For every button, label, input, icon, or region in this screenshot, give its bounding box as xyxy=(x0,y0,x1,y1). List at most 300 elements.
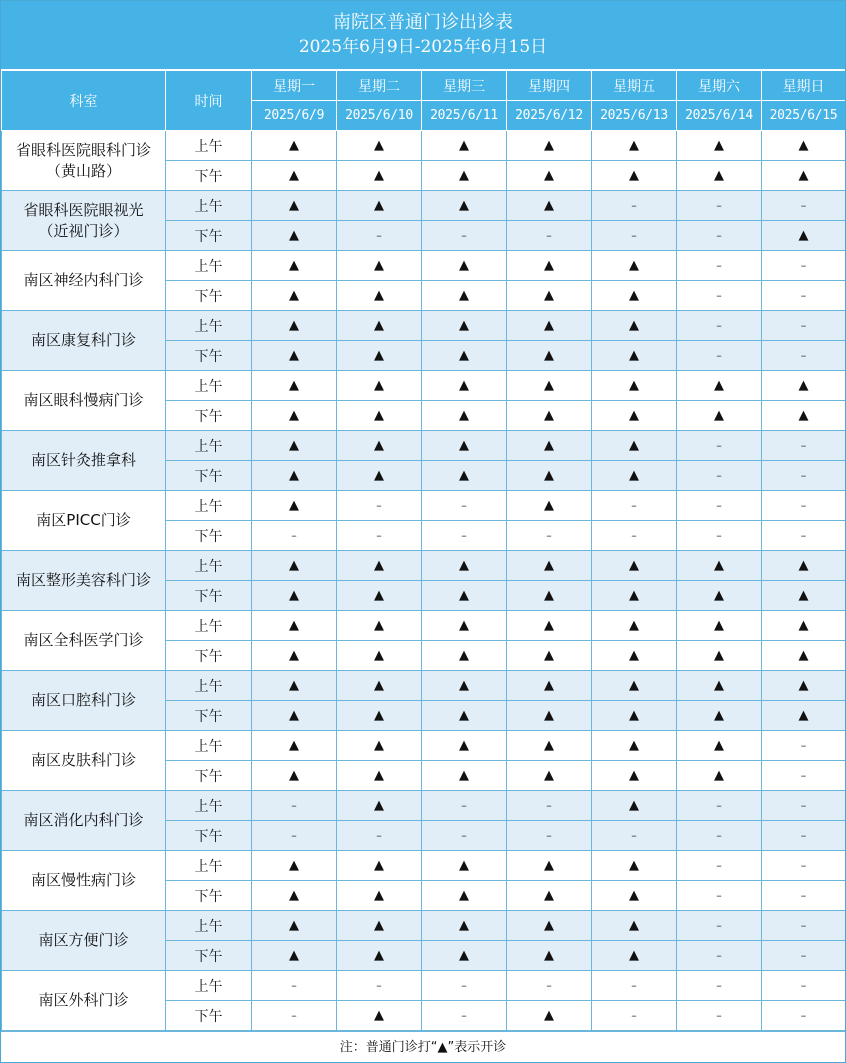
open-marker: ▲ xyxy=(252,641,337,671)
open-marker: ▲ xyxy=(507,341,592,371)
closed-marker: – xyxy=(337,521,422,551)
legend-note: 注：普通门诊打“▲”表示开诊 xyxy=(1,1031,845,1063)
closed-marker: – xyxy=(677,911,762,941)
session-label: 上午 xyxy=(166,611,252,641)
open-marker: ▲ xyxy=(592,881,677,911)
open-marker: ▲ xyxy=(507,191,592,221)
schedule-table xyxy=(1,70,846,1031)
closed-marker: – xyxy=(677,851,762,881)
open-marker: ▲ xyxy=(592,551,677,581)
open-marker: ▲ xyxy=(337,311,422,341)
closed-marker: – xyxy=(677,431,762,461)
open-marker: ▲ xyxy=(592,641,677,671)
dept-name-cell xyxy=(2,791,166,851)
closed-marker: – xyxy=(762,521,846,551)
session-label: 下午 xyxy=(166,221,252,251)
session-label: 上午 xyxy=(166,671,252,701)
open-marker: ▲ xyxy=(677,731,762,761)
open-marker: ▲ xyxy=(422,671,507,701)
dept-name-line: 南区神经内科门诊 xyxy=(23,271,144,289)
open-marker: ▲ xyxy=(762,371,846,401)
open-marker: ▲ xyxy=(507,1001,592,1031)
weekday-header: 星期日 xyxy=(762,71,846,101)
open-marker: ▲ xyxy=(422,191,507,221)
session-label: 下午 xyxy=(166,161,252,191)
open-marker: ▲ xyxy=(252,941,337,971)
closed-marker: – xyxy=(762,821,846,851)
closed-marker: – xyxy=(677,791,762,821)
closed-marker: – xyxy=(762,731,846,761)
open-marker: ▲ xyxy=(422,611,507,641)
open-marker: ▲ xyxy=(252,731,337,761)
closed-marker: – xyxy=(422,491,507,521)
open-marker: ▲ xyxy=(252,581,337,611)
open-marker: ▲ xyxy=(252,491,337,521)
open-marker: ▲ xyxy=(422,731,507,761)
open-marker: ▲ xyxy=(337,281,422,311)
page-title: 南院区普通门诊出诊表 xyxy=(333,12,513,33)
closed-marker: – xyxy=(677,311,762,341)
table-row xyxy=(2,911,846,941)
closed-marker: – xyxy=(677,971,762,1001)
closed-marker: – xyxy=(762,851,846,881)
open-marker: ▲ xyxy=(337,551,422,581)
closed-marker: – xyxy=(762,191,846,221)
closed-marker: – xyxy=(677,191,762,221)
open-marker: ▲ xyxy=(252,161,337,191)
dept-name-cell xyxy=(2,971,166,1031)
closed-marker: – xyxy=(762,281,846,311)
open-marker: ▲ xyxy=(592,371,677,401)
open-marker: ▲ xyxy=(507,671,592,701)
date-header: 2025/6/12 xyxy=(507,101,592,131)
closed-marker: – xyxy=(677,341,762,371)
closed-marker: – xyxy=(422,971,507,1001)
dept-name-cell xyxy=(2,311,166,371)
session-label: 上午 xyxy=(166,371,252,401)
open-marker: ▲ xyxy=(507,911,592,941)
session-label: 下午 xyxy=(166,401,252,431)
dept-name-line: 南区针灸推拿科 xyxy=(30,451,136,469)
open-marker: ▲ xyxy=(252,281,337,311)
session-label: 下午 xyxy=(166,461,252,491)
open-marker: ▲ xyxy=(422,461,507,491)
closed-marker: – xyxy=(677,821,762,851)
open-marker: ▲ xyxy=(337,731,422,761)
open-marker: ▲ xyxy=(592,851,677,881)
open-marker: ▲ xyxy=(762,551,846,581)
table-row xyxy=(2,731,846,761)
open-marker: ▲ xyxy=(337,131,422,161)
weekday-header: 星期四 xyxy=(507,71,592,101)
page-subtitle: 2025年6月9日-2025年6月15日 xyxy=(298,37,548,57)
open-marker: ▲ xyxy=(422,131,507,161)
session-label: 下午 xyxy=(166,281,252,311)
closed-marker: – xyxy=(422,521,507,551)
open-marker: ▲ xyxy=(422,251,507,281)
closed-marker: – xyxy=(762,311,846,341)
closed-marker: – xyxy=(762,251,846,281)
open-marker: ▲ xyxy=(677,551,762,581)
dept-name-cell xyxy=(2,611,166,671)
date-header: 2025/6/13 xyxy=(592,101,677,131)
open-marker: ▲ xyxy=(762,611,846,641)
open-marker: ▲ xyxy=(337,461,422,491)
open-marker: ▲ xyxy=(677,611,762,641)
open-marker: ▲ xyxy=(252,551,337,581)
open-marker: ▲ xyxy=(677,641,762,671)
open-marker: ▲ xyxy=(422,941,507,971)
closed-marker: – xyxy=(507,821,592,851)
session-label: 下午 xyxy=(166,1001,252,1031)
open-marker: ▲ xyxy=(507,311,592,341)
open-marker: ▲ xyxy=(592,611,677,641)
open-marker: ▲ xyxy=(337,371,422,401)
date-header: 2025/6/9 xyxy=(252,101,337,131)
dept-name-line: 南区皮肤科门诊 xyxy=(30,751,136,769)
open-marker: ▲ xyxy=(252,851,337,881)
open-marker: ▲ xyxy=(252,701,337,731)
session-label: 下午 xyxy=(166,521,252,551)
closed-marker: – xyxy=(252,821,337,851)
session-label: 下午 xyxy=(166,821,252,851)
open-marker: ▲ xyxy=(252,461,337,491)
closed-marker: – xyxy=(592,191,677,221)
open-marker: ▲ xyxy=(592,431,677,461)
date-header: 2025/6/14 xyxy=(677,101,762,131)
table-row xyxy=(2,431,846,461)
closed-marker: – xyxy=(677,1001,762,1031)
open-marker: ▲ xyxy=(252,341,337,371)
dept-name-line: 南区慢性病门诊 xyxy=(30,871,136,889)
dept-name-cell xyxy=(2,911,166,971)
weekday-header: 星期一 xyxy=(252,71,337,101)
open-marker: ▲ xyxy=(337,1001,422,1031)
open-marker: ▲ xyxy=(507,701,592,731)
open-marker: ▲ xyxy=(252,371,337,401)
open-marker: ▲ xyxy=(337,161,422,191)
open-marker: ▲ xyxy=(592,761,677,791)
closed-marker: – xyxy=(507,791,592,821)
open-marker: ▲ xyxy=(592,731,677,761)
dept-name-cell xyxy=(2,671,166,731)
open-marker: ▲ xyxy=(337,701,422,731)
open-marker: ▲ xyxy=(252,251,337,281)
open-marker: ▲ xyxy=(337,911,422,941)
table-row xyxy=(2,851,846,881)
open-marker: ▲ xyxy=(422,581,507,611)
open-marker: ▲ xyxy=(337,641,422,671)
open-marker: ▲ xyxy=(677,131,762,161)
open-marker: ▲ xyxy=(422,911,507,941)
dept-name-line: 南区康复科门诊 xyxy=(30,331,136,349)
weekday-header: 星期五 xyxy=(592,71,677,101)
dept-name-line: 南区消化内科门诊 xyxy=(23,811,144,829)
open-marker: ▲ xyxy=(507,941,592,971)
closed-marker: – xyxy=(762,791,846,821)
closed-marker: – xyxy=(677,461,762,491)
open-marker: ▲ xyxy=(507,641,592,671)
open-marker: ▲ xyxy=(592,581,677,611)
open-marker: ▲ xyxy=(762,581,846,611)
open-marker: ▲ xyxy=(592,941,677,971)
closed-marker: – xyxy=(252,791,337,821)
open-marker: ▲ xyxy=(592,461,677,491)
closed-marker: – xyxy=(762,491,846,521)
table-row xyxy=(2,791,846,821)
closed-marker: – xyxy=(762,971,846,1001)
open-marker: ▲ xyxy=(592,311,677,341)
closed-marker: – xyxy=(422,1001,507,1031)
closed-marker: – xyxy=(592,221,677,251)
closed-marker: – xyxy=(337,221,422,251)
dept-name-cell xyxy=(2,851,166,911)
open-marker: ▲ xyxy=(507,281,592,311)
open-marker: ▲ xyxy=(507,761,592,791)
open-marker: ▲ xyxy=(507,131,592,161)
session-label: 下午 xyxy=(166,581,252,611)
open-marker: ▲ xyxy=(337,341,422,371)
closed-marker: – xyxy=(422,821,507,851)
open-marker: ▲ xyxy=(762,641,846,671)
open-marker: ▲ xyxy=(592,911,677,941)
open-marker: ▲ xyxy=(507,251,592,281)
dept-name-cell xyxy=(2,731,166,791)
closed-marker: – xyxy=(762,461,846,491)
open-marker: ▲ xyxy=(507,431,592,461)
open-marker: ▲ xyxy=(507,731,592,761)
open-marker: ▲ xyxy=(422,851,507,881)
open-marker: ▲ xyxy=(677,401,762,431)
closed-marker: – xyxy=(677,881,762,911)
open-marker: ▲ xyxy=(592,131,677,161)
closed-marker: – xyxy=(592,971,677,1001)
open-marker: ▲ xyxy=(252,401,337,431)
dept-name-cell xyxy=(2,431,166,491)
closed-marker: – xyxy=(252,971,337,1001)
closed-marker: – xyxy=(762,761,846,791)
closed-marker: – xyxy=(252,521,337,551)
weekday-header: 星期二 xyxy=(337,71,422,101)
dept-header: 科室 xyxy=(2,71,166,131)
closed-marker: – xyxy=(592,491,677,521)
dept-name-line: （近视门诊） xyxy=(38,221,129,240)
weekday-header: 星期六 xyxy=(677,71,762,101)
closed-marker: – xyxy=(337,821,422,851)
open-marker: ▲ xyxy=(252,671,337,701)
table-row xyxy=(2,551,846,581)
dept-name-cell xyxy=(2,191,166,251)
table-row xyxy=(2,971,846,1001)
open-marker: ▲ xyxy=(422,881,507,911)
open-marker: ▲ xyxy=(507,851,592,881)
open-marker: ▲ xyxy=(592,251,677,281)
open-marker: ▲ xyxy=(337,941,422,971)
open-marker: ▲ xyxy=(337,431,422,461)
open-marker: ▲ xyxy=(422,311,507,341)
open-marker: ▲ xyxy=(422,551,507,581)
dept-name-cell xyxy=(2,131,166,191)
closed-marker: – xyxy=(677,221,762,251)
closed-marker: – xyxy=(762,911,846,941)
weekday-header-row xyxy=(2,71,846,101)
open-marker: ▲ xyxy=(252,191,337,221)
open-marker: ▲ xyxy=(762,131,846,161)
dept-name-line: 南区整形美容科门诊 xyxy=(15,571,151,589)
dept-name-line: 省眼科医院眼视光 xyxy=(23,200,144,219)
date-header: 2025/6/15 xyxy=(762,101,846,131)
open-marker: ▲ xyxy=(592,701,677,731)
closed-marker: – xyxy=(677,521,762,551)
open-marker: ▲ xyxy=(252,431,337,461)
dept-name-line: 南区口腔科门诊 xyxy=(30,691,136,709)
open-marker: ▲ xyxy=(337,761,422,791)
closed-marker: – xyxy=(422,221,507,251)
open-marker: ▲ xyxy=(677,671,762,701)
open-marker: ▲ xyxy=(507,371,592,401)
open-marker: ▲ xyxy=(507,401,592,431)
dept-name-cell xyxy=(2,491,166,551)
session-label: 下午 xyxy=(166,641,252,671)
closed-marker: – xyxy=(507,971,592,1001)
session-label: 上午 xyxy=(166,251,252,281)
session-label: 上午 xyxy=(166,851,252,881)
closed-marker: – xyxy=(337,971,422,1001)
open-marker: ▲ xyxy=(507,881,592,911)
closed-marker: – xyxy=(677,251,762,281)
dept-name-line: 南区眼科慢病门诊 xyxy=(23,391,144,409)
weekday-header: 星期三 xyxy=(422,71,507,101)
dept-name-cell xyxy=(2,551,166,611)
open-marker: ▲ xyxy=(252,611,337,641)
table-row xyxy=(2,371,846,401)
open-marker: ▲ xyxy=(677,161,762,191)
open-marker: ▲ xyxy=(507,161,592,191)
closed-marker: – xyxy=(677,281,762,311)
open-marker: ▲ xyxy=(337,401,422,431)
session-label: 上午 xyxy=(166,431,252,461)
open-marker: ▲ xyxy=(592,401,677,431)
session-label: 下午 xyxy=(166,761,252,791)
dept-name-line: 省眼科医院眼科门诊 xyxy=(15,140,151,159)
open-marker: ▲ xyxy=(422,431,507,461)
session-label: 下午 xyxy=(166,341,252,371)
closed-marker: – xyxy=(592,521,677,551)
open-marker: ▲ xyxy=(337,671,422,701)
open-marker: ▲ xyxy=(337,791,422,821)
open-marker: ▲ xyxy=(252,221,337,251)
dept-name-line: 南区外科门诊 xyxy=(38,991,129,1009)
date-header: 2025/6/10 xyxy=(337,101,422,131)
closed-marker: – xyxy=(762,431,846,461)
closed-marker: – xyxy=(762,1001,846,1031)
open-marker: ▲ xyxy=(422,701,507,731)
closed-marker: – xyxy=(592,821,677,851)
dept-name-line: 南区全科医学门诊 xyxy=(23,631,144,649)
open-marker: ▲ xyxy=(337,191,422,221)
table-row xyxy=(2,191,846,221)
session-label: 上午 xyxy=(166,971,252,1001)
dept-name-line: （黄山路） xyxy=(45,161,121,180)
session-label: 上午 xyxy=(166,551,252,581)
session-label: 下午 xyxy=(166,701,252,731)
open-marker: ▲ xyxy=(507,611,592,641)
table-row xyxy=(2,491,846,521)
open-marker: ▲ xyxy=(422,341,507,371)
session-label: 上午 xyxy=(166,311,252,341)
dept-name-line: 南区PICC门诊 xyxy=(36,511,131,529)
dept-name-line: 南区方便门诊 xyxy=(38,931,129,949)
session-label: 上午 xyxy=(166,191,252,221)
closed-marker: – xyxy=(762,881,846,911)
session-label: 上午 xyxy=(166,911,252,941)
open-marker: ▲ xyxy=(252,911,337,941)
closed-marker: – xyxy=(422,791,507,821)
closed-marker: – xyxy=(592,1001,677,1031)
open-marker: ▲ xyxy=(592,671,677,701)
table-row xyxy=(2,131,846,161)
closed-marker: – xyxy=(337,491,422,521)
open-marker: ▲ xyxy=(507,581,592,611)
closed-marker: – xyxy=(762,341,846,371)
session-label: 下午 xyxy=(166,881,252,911)
session-label: 上午 xyxy=(166,131,252,161)
open-marker: ▲ xyxy=(677,581,762,611)
closed-marker: – xyxy=(507,521,592,551)
open-marker: ▲ xyxy=(337,581,422,611)
title-band xyxy=(1,1,845,70)
table-row xyxy=(2,251,846,281)
open-marker: ▲ xyxy=(677,701,762,731)
open-marker: ▲ xyxy=(252,131,337,161)
dept-name-cell xyxy=(2,371,166,431)
time-header: 时间 xyxy=(166,71,252,131)
closed-marker: – xyxy=(677,491,762,521)
closed-marker: – xyxy=(507,221,592,251)
open-marker: ▲ xyxy=(422,761,507,791)
open-marker: ▲ xyxy=(337,881,422,911)
open-marker: ▲ xyxy=(762,671,846,701)
closed-marker: – xyxy=(677,941,762,971)
open-marker: ▲ xyxy=(762,701,846,731)
open-marker: ▲ xyxy=(507,461,592,491)
open-marker: ▲ xyxy=(677,371,762,401)
closed-marker: – xyxy=(252,1001,337,1031)
closed-marker: – xyxy=(762,941,846,971)
schedule-body xyxy=(2,131,846,1031)
open-marker: ▲ xyxy=(252,311,337,341)
date-header: 2025/6/11 xyxy=(422,101,507,131)
session-label: 下午 xyxy=(166,941,252,971)
open-marker: ▲ xyxy=(252,881,337,911)
open-marker: ▲ xyxy=(252,761,337,791)
open-marker: ▲ xyxy=(422,281,507,311)
session-label: 上午 xyxy=(166,491,252,521)
open-marker: ▲ xyxy=(507,491,592,521)
open-marker: ▲ xyxy=(762,161,846,191)
open-marker: ▲ xyxy=(422,641,507,671)
open-marker: ▲ xyxy=(677,761,762,791)
open-marker: ▲ xyxy=(422,161,507,191)
open-marker: ▲ xyxy=(337,251,422,281)
session-label: 上午 xyxy=(166,731,252,761)
open-marker: ▲ xyxy=(592,791,677,821)
table-row xyxy=(2,311,846,341)
open-marker: ▲ xyxy=(422,401,507,431)
open-marker: ▲ xyxy=(337,851,422,881)
open-marker: ▲ xyxy=(592,341,677,371)
open-marker: ▲ xyxy=(762,221,846,251)
